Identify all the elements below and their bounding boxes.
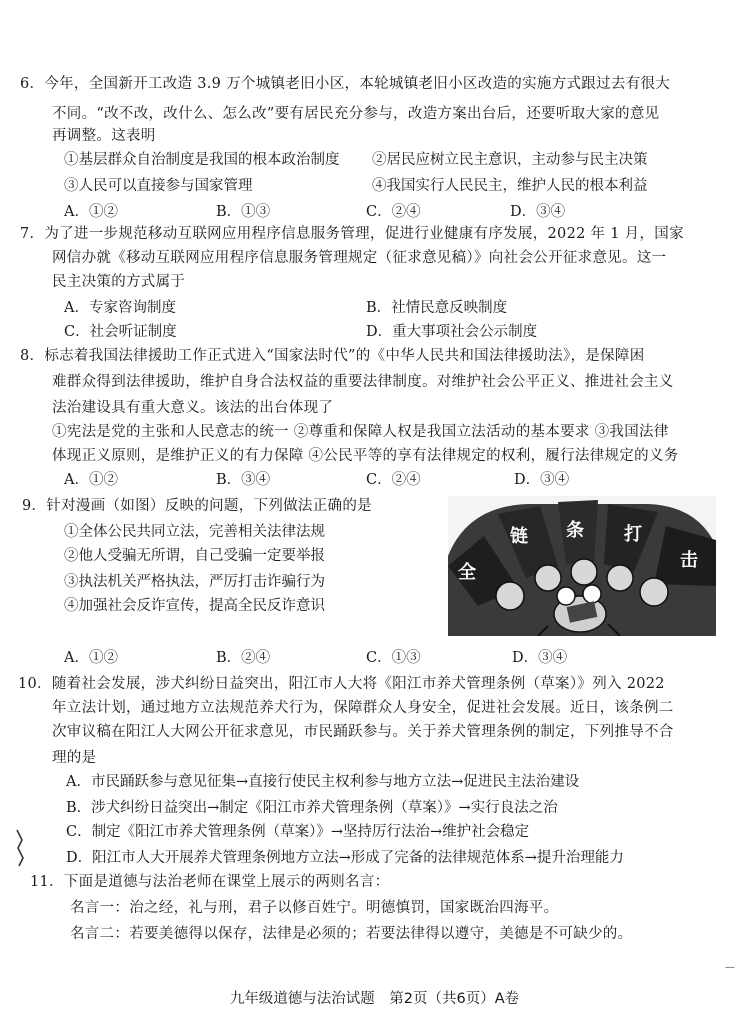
q6-stem-line-1: 6．今年，全国新开工改造 3.9 万个城镇老旧小区，本轮城镇老旧小区改造的实施方式跟过去有很大 — [20, 76, 671, 92]
cartoon-label-5: 击 — [680, 550, 698, 571]
q9-statement-3: ③执法机关严格执法，严厉打击诈骗行为 — [64, 574, 325, 590]
q11-stem: 11．下面是道德与法治老师在课堂上展示的两则名言： — [30, 874, 390, 890]
q6-option-b: B．①③ — [216, 204, 271, 220]
q7-option-b: B．社情民意反映制度 — [366, 300, 508, 316]
q8-option-b: B．③④ — [216, 472, 271, 488]
q7-stem-line-2: 网信办就《移动互联网应用程序信息服务管理规定（征求意见稿）》向社会公开征求意见。这一 — [52, 250, 667, 266]
q9-option-c: C．①③ — [366, 650, 421, 666]
q8-stem-line-3: 法治建设具有重大意义。该法的出台体现了 — [52, 400, 334, 416]
cartoon-label-1: 全 — [458, 562, 476, 583]
cartoon-image — [448, 496, 716, 636]
q6-statement-4: ④我国实行人民民主，维护人民的根本利益 — [372, 178, 648, 194]
page-footer: 九年级道德与法治试题 第2页（共6页）A卷 — [229, 991, 520, 1007]
q8-stem-line-1: 8．标志着我国法律援助工作正式进入“国家法时代”的《中华人民共和国法律援助法》，是保障困 — [20, 348, 645, 364]
q6-option-a: A．①② — [64, 204, 118, 220]
q9-option-b: B．②④ — [216, 650, 271, 666]
q11-quote-2: 名言二：若要美德得以保存，法律是必须的；若要法律得以遵守，美德是不可缺少的。 — [70, 926, 633, 942]
cartoon-label-3: 条 — [566, 520, 584, 541]
q7-option-c: C．社会听证制度 — [64, 324, 177, 340]
q8-stem-line-4: ①宪法是党的主张和人民意志的统一 ②尊重和保障人权是我国立法活动的基本要求 ③我国法律 — [52, 424, 669, 440]
q10-stem-line-3: 次审议稿在阳江人大网公开征求意见，市民踊跃参与。关于养犬管理条例的制定，下列推导不合 — [52, 724, 674, 740]
q6-statement-3: ③人民可以直接参与国家管理 — [64, 178, 253, 194]
q6-stem-line-3: 再调整。这表明 — [52, 128, 156, 144]
q9-option-a: A．①② — [64, 650, 118, 666]
q10-option-d: D．阳江市人大开展养犬管理条例地方立法→形成了完备的法律规范体系→提升治理能力 — [66, 850, 624, 866]
margin-dash: — — [725, 962, 735, 973]
q9-stem: 9．针对漫画（如图）反映的问题，下列做法正确的是 — [22, 498, 372, 514]
q10-option-b: B．涉犬纠纷日益突出→制定《阳江市养犬管理条例（草案）》→实行良法之治 — [66, 800, 558, 816]
q8-option-d: D．③④ — [514, 472, 570, 488]
q6-option-c: C．②④ — [366, 204, 421, 220]
q6-statement-2: ②居民应树立民主意识，主动参与民主决策 — [372, 152, 648, 168]
q7-option-a: A．专家咨询制度 — [64, 300, 176, 316]
q8-option-c: C．②④ — [366, 472, 421, 488]
q7-stem-line-3: 民主决策的方式属于 — [52, 274, 186, 290]
q9-statement-4: ④加强社会反诈宣传，提高全民反诈意识 — [64, 598, 325, 614]
q10-option-c: C．制定《阳江市养犬管理条例（草案）》→坚持厉行法治→维护社会稳定 — [66, 824, 530, 840]
q6-stem-line-2: 不同。“改不改，改什么、怎么改”要有居民充分参与，改造方案出台后，还要听取大家的意见 — [52, 106, 660, 122]
q10-stem-line-2: 年立法计划，通过地方立法规范养犬行为，保障群众人身安全，促进社会发展。近日，该条例二 — [52, 700, 674, 716]
q8-option-a: A．①② — [64, 472, 118, 488]
q6-option-d: D．③④ — [510, 204, 566, 220]
q9-statement-2: ②他人受骗无所谓，自己受骗一定要举报 — [64, 548, 325, 564]
q8-stem-line-2: 难群众得到法律援助，维护自身合法权益的重要法律制度。对维护社会公平正义、推进社会主义 — [52, 374, 674, 390]
q9-statement-1: ①全体公民共同立法，完善相关法律法规 — [64, 524, 325, 540]
q10-stem-line-1: 10．随着社会发展，涉犬纠纷日益突出，阳江市人大将《阳江市养犬管理条例（草案）》列入 2022 — [18, 676, 665, 692]
q10-stem-line-4: 理的是 — [52, 750, 97, 766]
q11-quote-1: 名言一：治之经，礼与刑，君子以修百姓宁。明德慎罚，国家既治四海平。 — [70, 900, 559, 916]
q7-stem-line-1: 7．为了进一步规范移动互联网应用程序信息服务管理，促进行业健康有序发展，2022 年 1 月，国家 — [20, 226, 684, 242]
q9-option-d: D．③④ — [512, 650, 568, 666]
q10-option-a: A．市民踊跃参与意见征集→直接行使民主权利参与地方立法→促进民主法治建设 — [66, 774, 580, 790]
cartoon-label-4: 打 — [624, 524, 642, 545]
q6-statement-1: ①基层群众自治制度是我国的根本政治制度 — [64, 152, 340, 168]
margin-mark — [14, 828, 28, 868]
q8-stem-line-5: 体现正义原则，是维护正义的有力保障 ④公民平等的享有法律规定的权利，履行法律规定的义务 — [52, 448, 679, 464]
q7-option-d: D．重大事项社会公示制度 — [366, 324, 538, 340]
cartoon-label-2: 链 — [510, 526, 528, 547]
